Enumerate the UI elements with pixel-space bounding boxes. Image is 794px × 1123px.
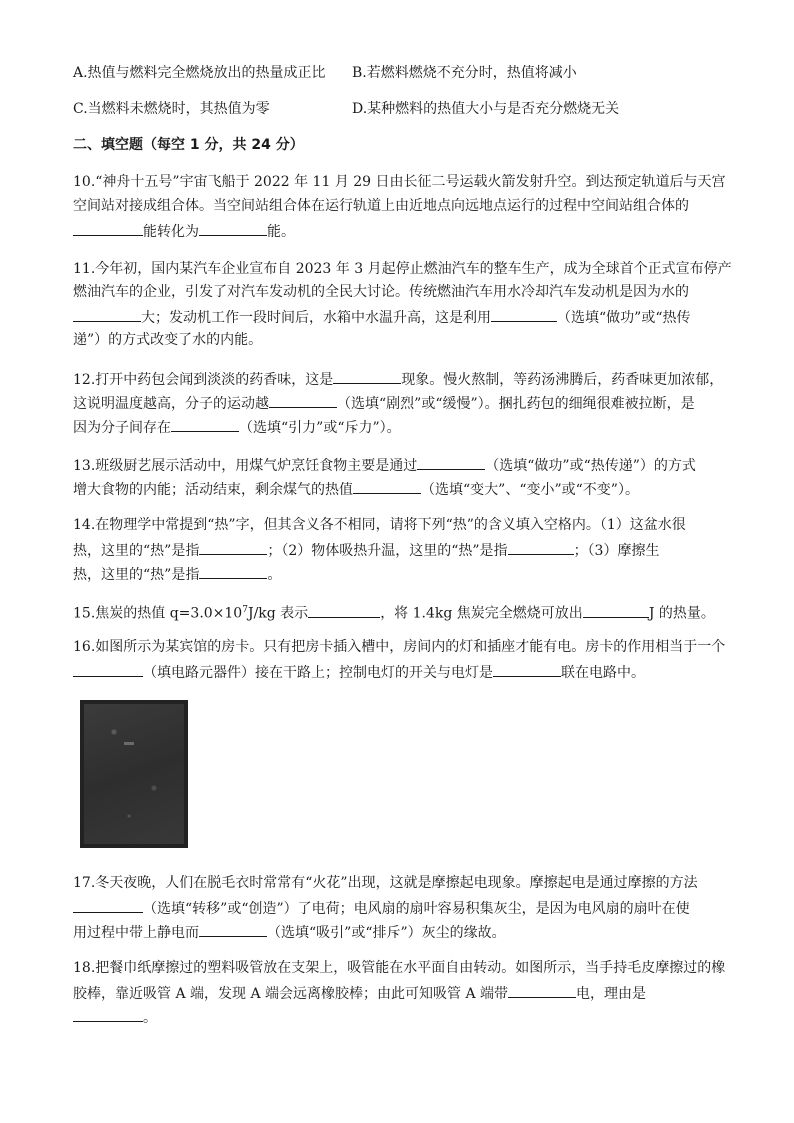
option-b: B.若燃料燃烧不充分时，热值将减小: [352, 65, 577, 81]
blank[interactable]: [269, 392, 337, 408]
q16-line2: （填电路元器件）接在干路上；控制电灯的开关与电灯是 联在电路中。: [73, 661, 645, 683]
q10-line3: 能转化为 能。: [73, 220, 295, 242]
blank[interactable]: [353, 478, 421, 494]
blank[interactable]: [583, 602, 649, 618]
q11-line2: 燃油汽车的企业，引发了对汽车发动机的全民大讨论。传统燃油汽车用水冷却汽车发动机是因为水的: [73, 284, 689, 300]
blank[interactable]: [73, 1006, 143, 1022]
q12-line1: 12.打开中药包会闻到淡淡的药香味，这是 现象。慢火熬制，等药汤沸腾后，药香味更加浓郁，: [73, 368, 723, 390]
q18-line1: 18.把餐巾纸摩擦过的塑料吸管放在支架上，吸管能在水平面自由转动。如图所示，当手持毛皮摩擦过的橡: [73, 960, 726, 976]
q18-line2: 胶棒，靠近吸管 A 端，发现 A 端会远离橡胶棒；由此可知吸管 A 端带 电，理由是: [73, 982, 646, 1004]
q15-line1: 15.焦炭的热值 $q=3.0\times 10^7J/kg$ 表示 ，将 1.4kg 焦炭完全燃烧可放出 J 的热量。: [73, 600, 715, 624]
q12-line2: 这说明温度越高，分子的运动越 （选填“剧烈”或“缓慢”）。捆扎药包的细绳很难被拉断，是: [73, 392, 695, 414]
q17-line1: 17.冬天夜晚，人们在脱毛衣时常常有“火花”出现，这就是摩擦起电现象。摩擦起电是通过摩擦的方法: [73, 875, 698, 891]
q13-line1: 13.班级厨艺展示活动中，用煤气炉烹饪食物主要是通过 （选填“做功”或“热传递”）的方式: [73, 454, 696, 476]
blank[interactable]: [508, 982, 576, 998]
option-a: A.热值与燃料完全燃烧放出的热量成正比: [73, 65, 326, 81]
blank[interactable]: [508, 539, 574, 555]
blank[interactable]: [491, 306, 557, 322]
room-card-image: [80, 700, 188, 848]
blank[interactable]: [308, 602, 380, 618]
q14-line2: 热，这里的“热”是指 ；（2）物体吸热升温，这里的“热”是指 ；（3）摩擦生: [73, 539, 659, 561]
q14-line1: 14.在物理学中常提到“热”字，但其含义各不相同，请将下列“热”的含义填入空格内。（1）这盆水很: [73, 517, 686, 533]
blank[interactable]: [199, 563, 267, 579]
q11-line4: 递”）的方式改变了水的内能。: [73, 332, 263, 348]
blank[interactable]: [73, 220, 143, 236]
blank[interactable]: [171, 416, 239, 432]
option-d: D.某种燃料的热值大小与是否充分燃烧无关: [352, 101, 620, 117]
blank[interactable]: [73, 661, 143, 677]
blank[interactable]: [493, 661, 561, 677]
q11-line1: 11.今年初，国内某汽车企业宣布自 2023 年 3 月起停止燃油汽车的整车生产，成为全球首个正式宣布停产: [73, 261, 732, 277]
section-heading: 二、填空题（每空 1 分，共 24 分）: [73, 137, 304, 153]
q10-line1: 10.“神舟十五号”宇宙飞船于 2022 年 11 月 29 日由长征二号运载火箭发射升空。到达预定轨道后与天宫: [73, 174, 726, 190]
card-mark: [124, 742, 134, 745]
q14-line3: 热，这里的“热”是指 。: [73, 563, 281, 585]
blank[interactable]: [73, 897, 143, 913]
q17-line2: （选填“转移”或“创造”）了电荷；电风扇的扇叶容易积集灰尘，是因为电风扇的扇叶在使: [73, 897, 690, 919]
q17-line3: 用过程中带上静电而 （选填“吸引”或“排斥”）灰尘的缘故。: [73, 921, 506, 943]
blank[interactable]: [73, 306, 141, 322]
q10-line2: 空间站对接成组合体。当空间站组合体在运行轨道上由近地点向远地点运行的过程中空间站组合体的: [73, 198, 689, 214]
q11-line3: 大；发动机工作一段时间后，水箱中水温升高，这是利用 （选填“做功”或“热传: [73, 306, 690, 328]
blank[interactable]: [199, 220, 267, 236]
q12-line3: 因为分子间存在 （选填“引力”或“斥力”）。: [73, 416, 401, 438]
q16-line1: 16.如图所示为某宾馆的房卡。只有把房卡插入槽中，房间内的灯和插座才能有电。房卡的作用相当于一个: [73, 639, 726, 655]
q18-line3: 。: [73, 1006, 157, 1028]
blank[interactable]: [333, 368, 401, 384]
blank[interactable]: [417, 454, 485, 470]
q13-line2: 增大食物的内能；活动结束，剩余煤气的热值 （选填“变大”、“变小”或“不变”）。: [73, 478, 639, 500]
blank[interactable]: [199, 921, 267, 937]
option-c: C.当燃料未燃烧时，其热值为零: [73, 101, 270, 117]
blank[interactable]: [199, 539, 267, 555]
